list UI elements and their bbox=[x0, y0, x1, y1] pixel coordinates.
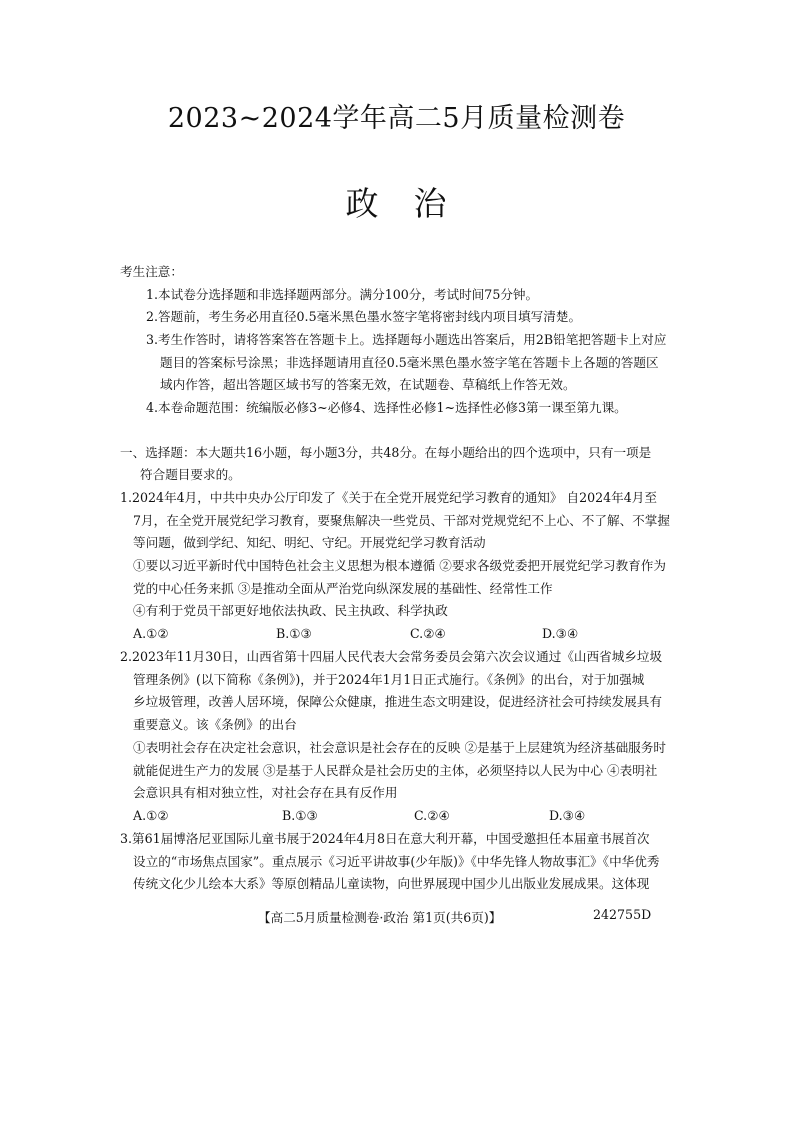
question-2-text: 管理条例》(以下简称《条例》)，并于2024年1月1日正式施行。《条例》的出台，对于加强城 bbox=[133, 672, 645, 687]
question-1-statement: ④有利于党员干部更好地依法执政、民主执政、科学执政 bbox=[133, 603, 448, 618]
question-2-option-c: C.②④ bbox=[414, 808, 450, 823]
question-1-option-c: C.②④ bbox=[410, 626, 446, 641]
question-1-statement: ①要以习近平新时代中国特色社会主义思想为根本遵循 ②要求各级党委把开展党纪学习教育作为 bbox=[133, 558, 666, 573]
question-2-text: 重要意义。该《条例》的出台 bbox=[133, 717, 297, 732]
question-2-option-a: A.①② bbox=[133, 808, 169, 823]
notice-heading: 考生注意： bbox=[120, 264, 183, 279]
question-3-text: 传统文化少儿绘本大系》等原创精品儿童读物，向世界展现中国少儿出版业发展成果。这体现 bbox=[133, 876, 650, 891]
section-heading: 一、选择题：本大题共16小题，每小题3分，共48分。在每小题给出的四个选项中，只有一项是 bbox=[120, 445, 652, 460]
notice-item: 2.答题前，考生务必用直径0.5毫米黑色墨水签字笔将密封线内项目填写清楚。 bbox=[146, 309, 582, 324]
question-3-text: 设立的“市场焦点国家”。重点展示《习近平讲故事(少年版)》《中华先锋人物故事汇》《中华优秀 bbox=[133, 854, 660, 869]
section-heading-continued: 符合题目要求的。 bbox=[140, 467, 241, 482]
question-2-statement: ①表明社会存在决定社会意识，社会意识是社会存在的反映 ②是基于上层建筑为经济基础服务时 bbox=[133, 740, 666, 755]
question-1-text: 等问题，做到学纪、知纪、明纪、守纪。开展党纪学习教育活动 bbox=[133, 535, 486, 550]
question-2-statement: 会意识具有相对独立性，对社会存在具有反作用 bbox=[133, 785, 398, 800]
question-3-text: 3.第61届博洛尼亚国际儿童书展于2024年4月8日在意大利开幕，中国受邀担任本届童书展首次 bbox=[120, 831, 650, 846]
question-2-option-d: D.③④ bbox=[549, 808, 586, 823]
question-2-statement: 就能促进生产力的发展 ③是基于人民群众是社会历史的主体，必须坚持以人民为中心 ④表明社 bbox=[133, 763, 658, 778]
exam-title: 2023~2024学年高二5月质量检测卷 bbox=[167, 103, 626, 134]
notice-item-continued: 域内作答，超出答题区域书写的答案无效，在试题卷、草稿纸上作答无效。 bbox=[160, 377, 576, 392]
notice-item-continued: 题目的答案标号涂黑；非选择题请用直径0.5毫米黑色墨水签字笔在答题卡上各题的答题区 bbox=[160, 355, 659, 370]
notice-item: 1.本试卷分选择题和非选择题两部分。满分100分，考试时间75分钟。 bbox=[146, 287, 539, 302]
question-2-option-b: B.①③ bbox=[282, 808, 318, 823]
question-1-option-a: A.①② bbox=[133, 626, 169, 641]
notice-item: 4.本卷命题范围：统编版必修3~必修4、选择性必修1~选择性必修3第一课至第九课。 bbox=[146, 400, 627, 415]
page-footer: 【高二5月质量检测卷·政治 第1页(共6页)】 bbox=[258, 910, 502, 925]
exam-code: 242755D bbox=[593, 907, 652, 922]
question-1-option-b: B.①③ bbox=[276, 626, 312, 641]
subject-title: 政 治 bbox=[345, 184, 448, 223]
question-1-text: 7月，在全党开展党纪学习教育，要聚焦解决一些党员、干部对党规党纪不上心、不了解、不掌握 bbox=[133, 513, 670, 528]
question-1-text: 1.2024年4月，中共中央办公厅印发了《关于在全党开展党纪学习教育的通知》 自2024年4月至 bbox=[120, 490, 657, 505]
question-1-option-d: D.③④ bbox=[542, 626, 579, 641]
notice-item: 3.考生作答时，请将答案答在答题卡上。选择题每小题选出答案后，用2B铅笔把答题卡上对应 bbox=[146, 332, 667, 347]
question-2-text: 2.2023年11月30日，山西省第十四届人民代表大会常务委员会第六次会议通过《山西省城乡垃圾 bbox=[120, 649, 663, 664]
question-2-text: 乡垃圾管理，改善人居环境，保障公众健康，推进生态文明建设，促进经济社会可持续发展具有 bbox=[133, 694, 662, 709]
question-1-statement: 党的中心任务来抓 ③是推动全面从严治党向纵深发展的基础性、经常性工作 bbox=[133, 581, 553, 596]
